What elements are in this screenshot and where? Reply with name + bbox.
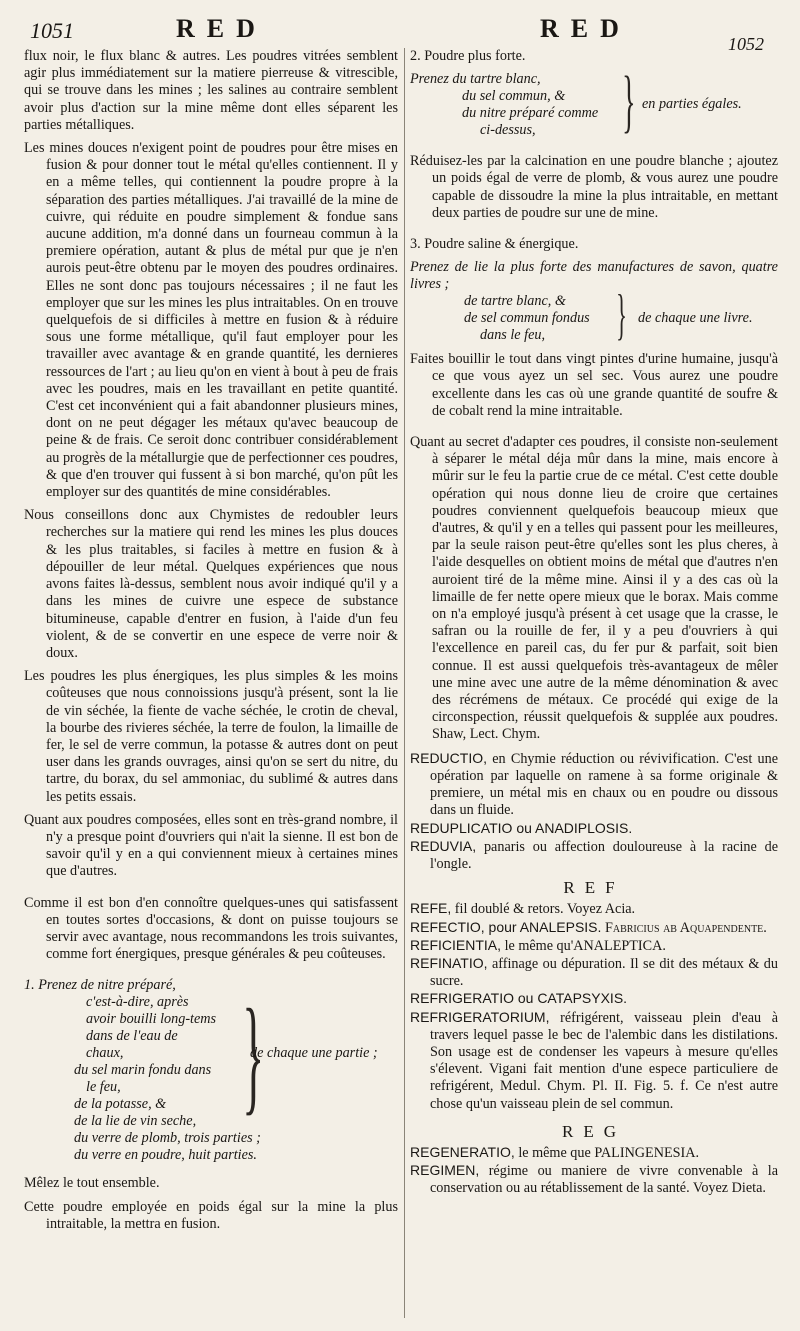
recipe-title: 2. Poudre plus forte. [410,48,526,64]
column-divider [404,48,405,1318]
recipe-line: de sel commun fondus [464,310,590,327]
left-page-number: 1051 [30,18,74,43]
entry-text: affinage ou dépuration. Il se dit des métaux & du sucre. [430,955,778,990]
entry-headword: REDUVIA, [410,837,477,854]
recipe-line: du sel marin fondu dans [74,1062,212,1079]
recipe-line: dans de l'eau de [86,1028,178,1045]
recipe-line: 1. Prenez de nitre préparé, [24,977,176,994]
entry-text: régime ou maniere de vivre convenable à la conservation ou au rétablissement de la santé. Voyez Dieta. [430,1163,778,1197]
recipe-line: ci-dessus, [480,122,536,139]
recipe-line: Prenez de lie la plus forte des manufactures de savon, quatre livres ; [410,259,778,293]
dictionary-entry [410,838,778,873]
paragraph: Comme il est bon d'en connoître quelques-unes qui satisfassent en toutes sortes d'occasions, & dont on puisse toujours se servir avec avantage, nous recommandons les trois suivantes, comme fort énergiques, presque générales & peu coûteuses. [24,894,398,963]
dictionary-entry [410,1009,778,1113]
entry-text: le même que PALINGENESIA. [514,1144,700,1161]
entry-headword: REGIMEN, [410,1162,480,1179]
recipe-line: de tartre blanc, & [464,293,566,310]
recipe-line: du nitre préparé comme [462,105,599,122]
entry-text: panaris ou affection douloureuse à la racine de l'ongle. [430,838,778,872]
paragraph: Mêlez le tout ensemble. [24,1175,160,1192]
entry-text: le même qu'ANALEPTICA. [501,937,666,954]
dictionary-entry [410,820,778,838]
entry-headword: REFECTIO, pour ANALEPSIS. [410,918,602,935]
entry-text: Fabricius ab Aquapendente. [601,919,767,936]
paragraph: flux noir, le flux blanc & autres. Les poudres vitrées semblent agir plus immédiatement sur la matiere pierreuse & vitrescible, qui se trouve dans les mines ; les salines au contraire semblent avoir plus d'action sur la mine même dont elles séparent les parties métalliques. [24,48,398,133]
brace: } [616,284,627,347]
brace: } [622,63,636,141]
entry-text: fil doublé & retors. Voyez Acia. [451,901,636,918]
bracket-note: de chaque une partie ; [250,1045,378,1062]
dictionary-entry [410,750,778,820]
right-column [410,48,778,1198]
dictionary-entry [410,900,778,918]
entry-headword: REFICIENTIA, [410,936,502,953]
entry-headword: REDUPLICATIO ou ANADIPLOSIS. [410,819,633,836]
entry-headword: REGENERATIO, [410,1143,515,1160]
recipe-line: du sel commun, & [462,88,566,105]
recipe-line: du verre en poudre, huit parties. [74,1147,257,1164]
brace: } [242,983,265,1128]
dictionary-entry [410,955,778,990]
recipe-line: avoir bouilli long-tems [86,1011,217,1028]
paragraph: Faites bouillir le tout dans vingt pintes d'urine humaine, jusqu'à ce que vous ayez un sel sec. Vous aurez une poudre excellente dans les cas où une grande quantité de soufre & de cobalt rend la mine intraitable. [410,351,778,419]
recipe-line: de la lie de vin seche, [74,1113,197,1130]
dictionary-entry [410,1162,778,1197]
recipe-line: c'est-à-dire, après [86,994,189,1011]
entry-text: réfrigérent, vaisseau plein d'eau à travers lequel passe le bec de l'alembic dans les distilations. Son usage est de condenser les vapeurs à mesure qu'elles s'élevent. Vigani fait mention d'une espece particuliere de refrigérent, Medul. Chym. Pl. II. Fig. 5. f. Ce n'est autre chose qu'un vaisseau plein de sel commun. [430,1009,778,1112]
dictionary-entry [410,919,778,937]
recipe-line: dans le feu, [480,327,546,344]
entry-headword: REFRIGERATIO ou CATAPSYXIS. [410,990,628,1007]
left-column [24,48,398,1239]
section-heading: REG [562,1121,626,1141]
dictionary-entry [410,990,778,1008]
recipe-2 [410,63,778,143]
recipe-line: chaux, [86,1045,124,1062]
paragraph: Nous conseillons donc aux Chymistes de redoubler leurs recherches sur la matiere qui rend les mines les plus douces & les plus traitables, si faciles à mettre en fusion & à dépouiller de leur métal. Quelques expériences que nous avons faites là-dessus, semblent nous avoir indiqué qu'il y a dans les mines de cuivre une espece de substance bitumineuse, capable d'entrer en fusion, à l'aide d'un feu violent, & de se convertir en une espece de verre noir & doux. [24,507,398,661]
section-heading: REF [563,878,625,898]
entry-headword: REFE, [410,900,452,917]
paragraph: Quant au secret d'adapter ces poudres, il consiste non-seulement à séparer le métal déja mûr dans la mine, mais encore à mûrir sur le feu la partie crue de ce métal. C'est cette double opération qui nous donne lieu de croire que certaines poudres conviennent quelquefois beaucoup mieux que d'autres, & qu'il y en a telles qui passent pour les meilleures, par la seule raison peut-être qu'elles sont les plus cheres, à l'aide desquelles on obtient moins de métal que d'autres n'en auroient tiré de la même mine. Ainsi il y a des cas où la limaille de fer nette opere mieux que le borax. Mais comme on n'a employé jusqu'à présent à cet usage que la crasse, le safran ou la rouille de fer, il y a peu d'ouvriers à qui l'excellence en pareil cas, du fer pur & parfait, soit bien connue. Il est aussi quelquefois très-avantageux de mêler une mine avec une autre de la même dénomination & avec des récrémens de métaux. Ce procédé qui exige de la circonspection, réussit quelquefois & supplée aux poudres. Shaw, Lect. Chym. [410,434,778,743]
recipe-line: Prenez du tartre blanc, [410,71,541,88]
recipe-1 [24,977,398,1165]
entry-headword: REFINATIO, [410,954,488,971]
paragraph: Les poudres les plus énergiques, les plus simples & les moins coûteuses que nous connoissions jusqu'à présent, sont la lie de vin séchée, la fiente de vache séchée, le crotin de cheval, la bourbe des rivieres séchée, la terre de foulon, la limaille de fer, le sel de verre commun, la potasse & autres dont on peut user dans les grands ouvrages, ainsi qu'on se sert du nitre, du tartre, du borax, du sel ammoniac, du sublimé & autres dans les petits essais. [24,668,398,805]
dictionary-entry [410,1144,778,1162]
recipe-3 [410,259,778,347]
entry-headword: REDUCTIO, [410,749,487,766]
page-header [0,12,800,54]
right-page-number: 1052 [728,34,764,54]
paragraph: Quant aux poudres composées, elles sont en très-grand nombre, il n'y a presque point d'ouvriers qui n'ait la sienne. Il est bon de savoir qu'il y en a qui conviennent mieux à certaines mines que d'autres. [24,811,398,880]
recipe-line: le feu, [86,1079,121,1096]
recipe-line: du verre de plomb, trois parties ; [74,1130,261,1147]
entry-headword: REFRIGERATORIUM, [410,1008,550,1025]
dictionary-entry [410,937,778,955]
recipe-title: 3. Poudre saline & énergique. [410,236,579,253]
entry-text: en Chymie réduction ou révivification. C'est une opération par laquelle on ramene à sa forme originale & premiere, un métal mis en chaux ou en poudre ou dissous dans un fluide. [430,750,778,819]
paragraph: Les mines douces n'exigent point de poudres pour être mises en fusion & pour donner tout le métal qu'elles contiennent. Il y en a même telles, qui contiennent la poudre propre à la séparation des parties métalliques. J'ai travaillé de la mine de cuivre, qui réduite en poudre simplement & fondue sans aucune addition, m'a donné dans un fourneau commun à la premiere opération, autant & plus de métal pur que je n'en aurois peut-être obtenu par le moyen des poudres ordinaires. Elles ne sont donc pas toujours nécessaires ; il ne faut les employer que sur les mines les plus intraitables. On en trouve quelquefois de si difficiles à mettre en fusion & à réduire sous une forme métallique, qu'il faut employer pour les travailler avec avantage & en grande quantité, les dernieres ressources de l'art ; au lieu qu'on en vient à bout à peu de frais avec les poudres, mais en les travaillant en petite quantité. C'est cet inconvénient qui a fait abandonner plusieurs mines, dont on ne peut dégager les métaux qu'avec beaucoup de peine & de frais. Ce seroit donc contribuer considérablement au progrès de la métallurgie que de perfectionner ces poudres, & que d'en trouver qui fussent à si bon marché, qu'on pût les employer sur des quantités de mine considérables. [24,140,398,501]
recipe-line: de la potasse, & [74,1096,167,1113]
bracket-note: de chaque une livre. [638,310,753,327]
paragraph: Réduisez-les par la calcination en une poudre blanche ; ajoutez un poids égal de verre de plomb, & vous aurez une poudre capable de dissoudre la mine la plus intraitable, en mettant deux parties de poudre sur une de mine. [410,153,778,221]
left-running-head: RED [176,14,267,43]
paragraph: Cette poudre employée en poids égal sur la mine la plus intraitable, la mettra en fusion. [24,1198,398,1232]
right-running-head: RED [540,14,631,43]
bracket-note: en parties égales. [642,96,742,113]
